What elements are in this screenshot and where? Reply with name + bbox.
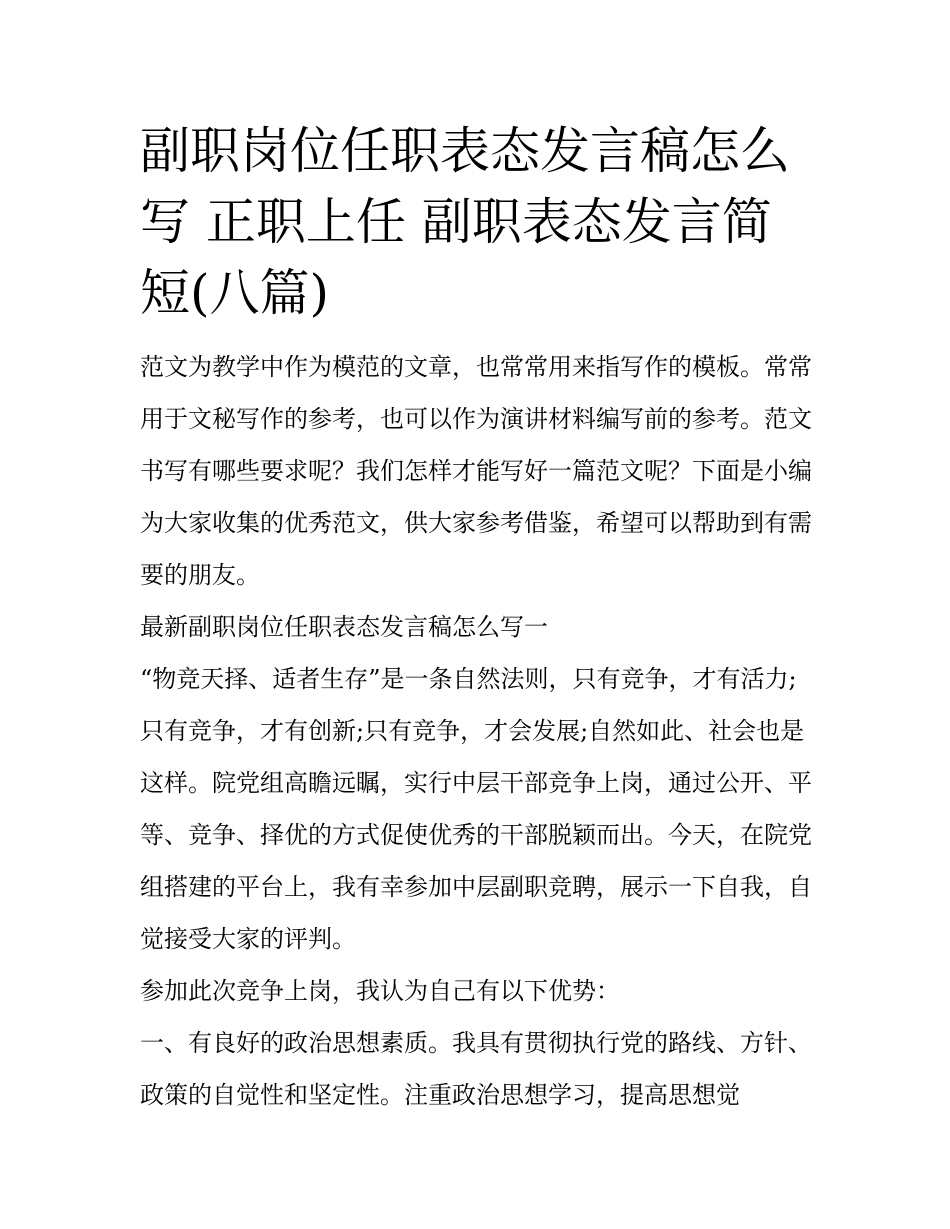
section-heading: 最新副职岗位任职表态发言稿怎么写一	[140, 613, 548, 641]
body-paragraph-3: 一、有良好的政治思想素质。我具有贯彻执行党的路线、方针、政策的自觉性和坚定性。注重政治思想学习，提高思想觉	[140, 1029, 812, 1109]
body-paragraph-2: 参加此次竞争上岗，我认为自己有以下优势：	[140, 977, 620, 1005]
body-paragraph-1: “物竞天择、适者生存”是一条自然法则，只有竞争，才有活力;只有竞争，才有创新;只有竞争，才会发展;自然如此、社会也是这样。院党组高瞻远瞩，实行中层干部竞争上岗，通过公开、平等、竞争、择优的方式促使优秀的干部脱颖而出。今天，在院党组搭建的平台上，我有幸参加中层副职竞聘，展示一下自我，自觉接受大家的评判。	[140, 665, 812, 953]
intro-paragraph: 范文为教学中作为模范的文章，也常常用来指写作的模板。常常用于文秘写作的参考，也可以作为演讲材料编写前的参考。范文书写有哪些要求呢？我们怎样才能写好一篇范文呢？下面是小编为大家收集的优秀范文，供大家参考借鉴，希望可以帮助到有需要的朋友。	[140, 353, 812, 589]
document-title: 副职岗位任职表态发言稿怎么写 正职上任 副职表态发言简短(八篇)	[140, 122, 790, 322]
document-body	[140, 116, 820, 1121]
